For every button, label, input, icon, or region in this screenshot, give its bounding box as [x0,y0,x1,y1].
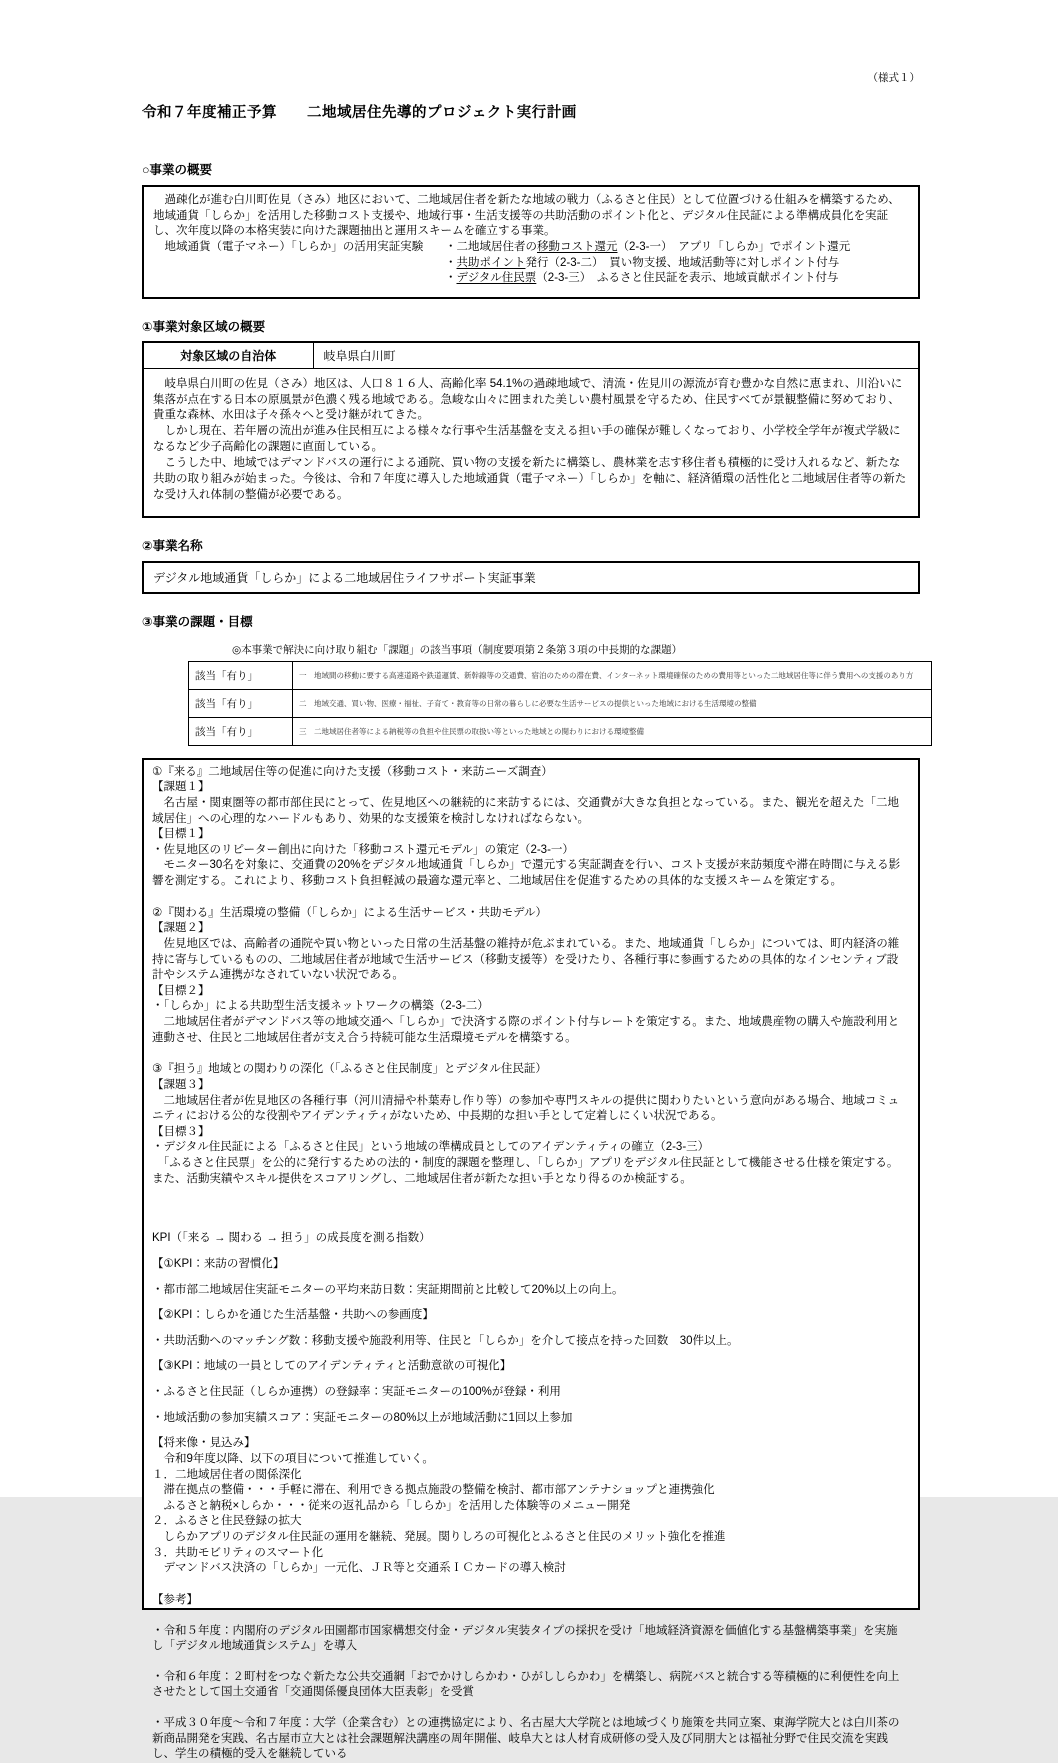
page-title: 令和７年度補正予算 二地域居住先導的プロジェクト実行計画 [142,105,577,121]
goal-section-2-title: ②『関わる』生活環境の整備（「しらか」による生活サービス・共助モデル） [152,906,547,919]
project-name-box: デジタル地域通貨「しらか」による二地域居住ライフサポート実証事業 [142,561,920,594]
overview-intro: 地域通貨（電子マネー）「しらか」の活用実証実験 [153,240,424,253]
issue-1-text: 名古屋・関東圏等の都市部住民にとって、佐見地区への継続的に来訪するには、交通費が大きな負担となっている。また、観光を超えた「二地域居住」への心理的なハードルもあり、効果的な支援策を検討しなければならない。 [152,796,900,825]
issue-applicable-label: 該当「有り」 [189,689,293,717]
issue-text: 二 地域交通、買い物、医療・福祉、子育て・教育等の日常の暮らしに必要な生活サービスの提供といった地域における生活環境の整備 [293,689,932,717]
underline-term: デジタル住民票 [456,272,537,285]
target-2-text: 二地域居住者がデマンドバス等の地域交通へ「しらか」で決済する際のポイント付与レートを策定する。また、地域農産物の購入や施設利用と連動させ、住民と二地域居住者が支え合う持続可能な生活環境モデルを構築する。 [152,1016,900,1044]
future-intro: 令和9年度以降、以下の項目について推進していく。 [152,1452,434,1465]
future-item-1-detail-1: 滞在拠点の整備・・・手軽に滞在、利用できる拠点施設の整備を検討、都市部アンテナショップと連携強化 [152,1484,715,1497]
issue-3-heading: 【課題３】 [152,1078,210,1091]
target-area-label: 対象区域の自治体 [143,342,313,369]
overview-bullet-row-2 [153,256,909,272]
target-1-heading: 【目標１】 [152,828,210,841]
section3-heading: ③事業の課題・目標 [142,614,253,629]
kpi-1-heading: 【①KPI：来訪の習慣化】 [152,1257,285,1270]
area-paragraph-1: 岐阜県白川町の佐見（さみ）地区は、人口８１６人、高齢化率 54.1%の過疎地域で、清流・佐見川の源流が育む豊かな自然に恵まれ、川沿いに集落が点在する日本の原風景が色濃く残る地域である。急峻な山々に囲まれた美しい農村風景を守るため、住民すべてが景観整備に努めており、貴重な森林、水田は子々孫々へと受け継がれてきた。 [153,377,903,422]
overview-bullet-1: ・二地域居住者の移動コスト還元（2-3-一） アプリ「しらか」でポイント還元 [445,240,851,253]
issue-3-text: 二地域居住者が佐見地区の各種行事（河川清掃や朴葉寿し作り等）の参加や専門スキルの提供に関わりたいという意向がある場合、地域コミュニティにおける公的な役割やアイデンティティがないため、中長期的な担い手として定着しにくい状況である。 [152,1094,900,1123]
issue-applicable-label: 該当「有り」 [189,717,293,745]
overview-bullet-row-3 [153,271,909,287]
future-item-1: １．二地域居住者の関係深化 [152,1468,302,1481]
reference-item-3: ・平成３０年度～令和７年度：大学（企業含む）との連携協定により、名古屋大大学院とは地域づくり施策を共同立案、東海学院大とは白川茶の新商品開発を実践、名古屋市立大とは社会課題解決講座の周年開催、岐阜大とは人材育成研修の受入及び同朋大とは福祉分野で住民交流を実践し、学生の積極的受入を継続している [152,1717,900,1761]
issue-applicable-label: 該当「有り」 [189,661,293,689]
target-1-text: モニター30名を対象に、交通費の20%をデジタル地域通貨「しらか」で還元する実証調査を行い、コスト支援が来訪頻度や滞在時間に与える影響を測定する。これにより、移動コスト負担軽減の最適な還元率と、二地域居住を促進するための具体的な支援スキームを策定する。 [152,859,901,887]
overview-bullet-row-1 [153,240,909,256]
target-2-bullet: ・「しらか」による共助型生活支援ネットワークの構築（2-3-二） [152,1000,489,1013]
table-row [189,689,932,717]
kpi-3-text-1: ・ふるさと住民証（しらか連携）の登録率：実証モニターの100%が登録・利用 [152,1386,561,1398]
target-3-bullet: ・デジタル住民証による「ふるさと住民」という地域の準構成員としてのアイデンティティの確立（2-3-三） [152,1141,710,1154]
area-paragraph-2: しかし現在、若年層の流出が進み住民相互による様々な行事や生活基盤を支える担い手の確保が難しくなっており、小学校全学年が複式学級になるなど少子高齢化の課題に直面している。 [153,425,901,454]
target-3-text: 「ふるさと住民票」を公的に発行するための法的・制度的課題を整理し、「しらか」アプリをデジタル住民証として機能させる仕様を策定する。また、活動実績やスキル提供をスコアリングし、二地域居住者が新たな担い手となり得るのか検証する。 [152,1157,899,1185]
target-area-value: 岐阜県白川町 [313,342,919,369]
reference-heading: 【参考】 [152,1593,198,1606]
future-item-1-detail-2: ふるさと納税×しらか・・・従来の返礼品から「しらか」を活用した体験等のメニュー開発 [152,1499,631,1512]
area-description-cell [143,368,919,516]
section2-heading: ②事業名称 [142,538,203,553]
underline-term: 移動コスト還元 [537,240,618,253]
kpi-2-heading: 【②KPI：しらかを通じた生活基盤・共助への参画度】 [152,1309,434,1322]
target-2-heading: 【目標２】 [152,984,210,997]
kpi-3-text-2: ・地域活動の参加実績スコア：実証モニターの80%以上が地域活動に1回以上参加 [152,1411,573,1424]
overview-bullet-2: ・共助ポイント発行（2-3-二） 買い物支援、地域活動等に対しポイント付与 [445,256,840,269]
target-1-bullet: ・佐見地区のリピーター創出に向けた「移動コスト還元モデル」の策定（2-3-一） [152,843,574,856]
overview-box [142,185,920,299]
section1-heading: ①事業対象区域の概要 [142,319,266,334]
document-content [142,0,920,1761]
reference-item-1: ・令和５年度：内閣府のデジタル田園都市国家構想交付金・デジタル実装タイプの採択を受け「地域経済資源を価値化する基盤構築事業」を実施し「デジタル地域通貨システム」を導入 [152,1624,898,1653]
kpi-1-text: ・都市部二地域居住実証モニターの平均来訪日数：実証期間前と比較して20%以上の向上。 [152,1283,624,1296]
issue-2-heading: 【課題２】 [152,922,210,935]
kpi-title: KPI（「来る → 関わる → 担う」の成長度を測る指数） [152,1232,431,1245]
future-item-3-detail: デマンドバス決済の「しらか」一元化、ＪＲ等と交通系ＩＣカードの導入検討 [152,1562,566,1575]
overview-paragraph: 過疎化が進む白川町佐見（さみ）地区において、二地域居住者を新たな地域の戦力（ふるさと住民）として位置づける仕組みを構築するため、地域通貨「しらか」を活用した移動コスト支援や、地域行事・生活支援等の共助活動のポイント化と、デジタル住民証による準構成員化を実証し、次年度以降の本格実装に向けた課題抽出と運用スキームを確立する事業。 [153,194,900,238]
overview-bullet-3: ・デジタル住民票（2-3-三） ふるさと住民証を表示、地域貢献ポイント付与 [445,272,839,285]
area-paragraph-3: こうした中、地域ではデマンドバスの運行による通院、買い物の支援を新たに構築し、農林業を志す移住者も積極的に受け入れるなど、新たな共助の取り組みが始まった。今後は、令和７年度に導入した地域通貨（電子マネー）「しらか」を軸に、経済循環の活性化と二地域居住者等の新たな受け入れ体制の整備が必要である。 [153,457,907,501]
underline-term: 共助ポイント [456,256,526,269]
overview-heading: ○事業の概要 [142,163,213,177]
issues-table [188,661,932,746]
reference-item-2: ・令和６年度：２町村をつなぐ新たな公共交通網「おでかけしらかわ・ひがししらかわ」を構築し、病院バスと統合する等積極的に利便性を向上させたとして国土交通省「交通関係優良団体大臣表彰」を受賞 [152,1670,900,1699]
goal-section-1-title: ①『来る』二地域居住等の促進に向けた支援（移動コスト・来訪ニーズ調査） [152,765,553,778]
issue-text: 一 地域間の移動に要する高速道路や鉄道運賃、新幹線等の交通費、宿泊のための滞在費、インターネット環境確保のための費用等といった二地域居住等に伴う費用への支援のあり方 [293,661,932,689]
issue-1-heading: 【課題１】 [152,781,210,794]
kpi-3-heading: 【③KPI：地域の一員としてのアイデンティティと活動意欲の可視化】 [152,1360,512,1373]
issues-note: ◎本事業で解決に向け取り組む「課題」の該当事項（制度要項第２条第３項の中長期的な課題） [232,643,683,656]
table-row [189,717,932,745]
table-row [189,661,932,689]
issue-2-text: 佐見地区では、高齢者の通院や買い物といった日常の生活基盤の維持が危ぶまれている。また、地域通貨「しらか」については、町内経済の維持に寄与しているものの、二地域居住者が地域で生活サービス（移動支援等）を受けたり、各種行事に参画するための具体的なインセンティブ設計やシステム連携がなされていない状況である。 [152,937,900,982]
target-3-heading: 【目標３】 [152,1125,210,1138]
goals-detail-box [142,758,920,1761]
target-area-table [142,341,920,518]
kpi-2-text: ・共助活動へのマッチング数：移動支援や施設利用等、住民と「しらか」を介して接点を持った回数 30件以上。 [152,1334,739,1347]
table-row [143,368,919,516]
form-style-tag: （様式１） [867,72,920,84]
goal-section-3-title: ③『担う』地域との関わりの深化（「ふるさと住民制度」とデジタル住民証） [152,1063,547,1076]
future-item-2: ２．ふるさと住民登録の拡大 [152,1515,302,1528]
future-item-3: ３．共助モビリティのスマート化 [152,1546,324,1559]
table-row [143,342,919,369]
future-item-2-detail: しらかアプリのデジタル住民証の運用を継続、発展。関りしろの可視化とふるさと住民のメリット強化を推進 [152,1531,726,1543]
future-heading: 【将来像・見込み】 [152,1437,256,1450]
issue-text: 三 二地域居住者等による納税等の負担や住民票の取扱い等といった地域との関わりにおける環境整備 [293,717,932,745]
